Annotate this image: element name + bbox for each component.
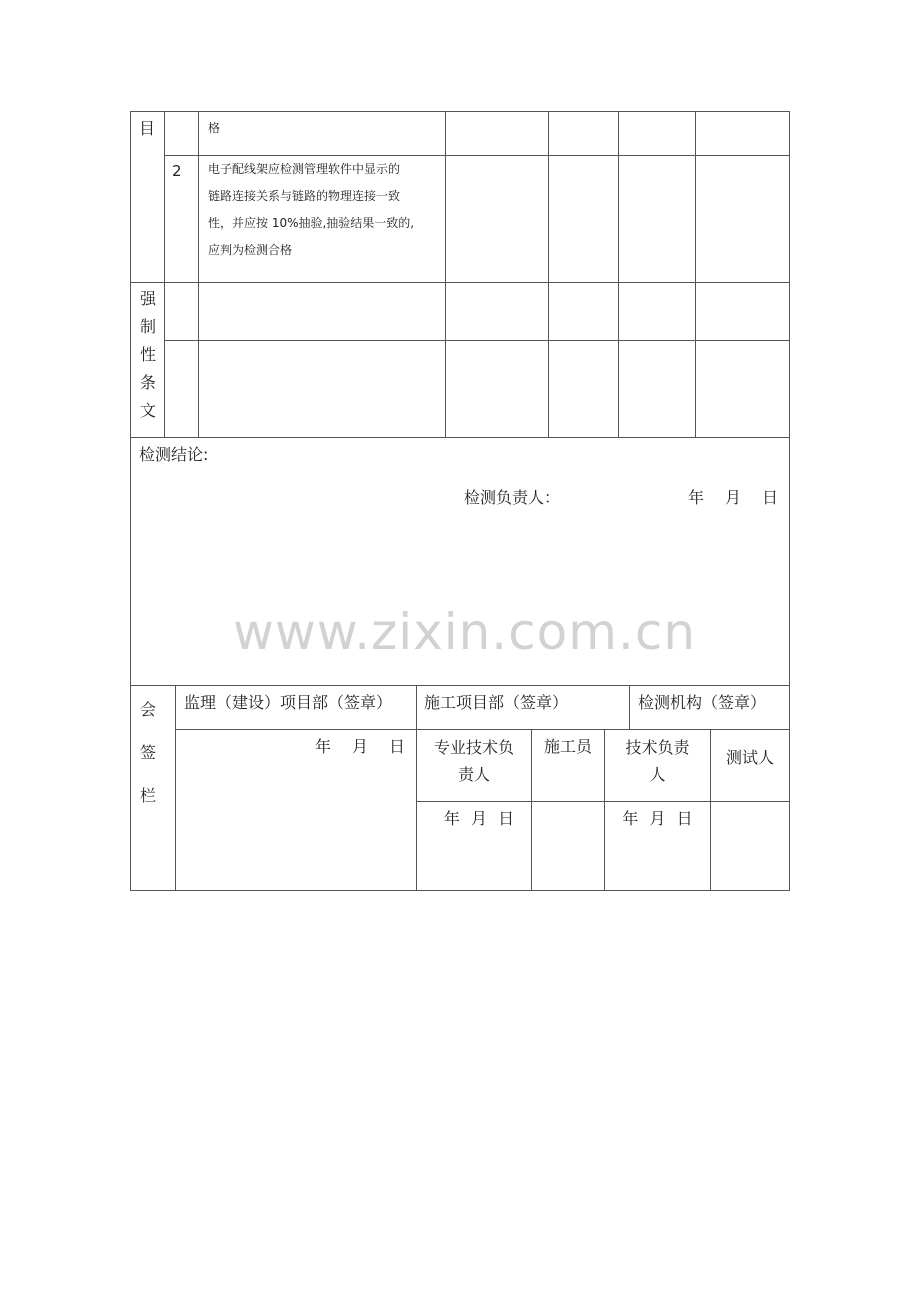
conclusion-label: 检测结论: xyxy=(139,445,209,464)
grid-line xyxy=(130,437,790,438)
grid-line xyxy=(130,111,790,112)
tech-lead-line: 专业技术负 xyxy=(433,738,514,757)
grid-line xyxy=(130,890,790,891)
row2-text-line: 链路连接关系与链路的物理连接一致 xyxy=(208,189,401,203)
grid-line xyxy=(618,111,619,437)
testing-org-header: 检测机构（签章） xyxy=(638,693,767,712)
row2-text-line: 性，并应按 10%抽验,抽验结果一致的, xyxy=(208,216,415,230)
mandatory-label-char: 文 xyxy=(139,401,156,420)
grid-line xyxy=(175,685,176,890)
tech-person-line: 人 xyxy=(649,765,666,784)
row1-text: 格 xyxy=(208,121,221,135)
grid-line xyxy=(164,111,165,437)
grid-line xyxy=(130,111,131,891)
row2-text xyxy=(208,156,414,264)
mandatory-label-char: 强 xyxy=(139,289,156,308)
conclusion-date-year: 年 xyxy=(688,488,705,507)
supervision-date-day: 日 xyxy=(389,737,406,756)
supervision-header: 监理（建设）项目部（签章） xyxy=(184,693,393,712)
grid-line xyxy=(416,801,790,802)
tech-lead-line: 责人 xyxy=(457,765,490,784)
grid-line xyxy=(445,111,446,437)
mandatory-label xyxy=(137,285,159,425)
row2-number: 2 xyxy=(172,162,182,180)
signoff-label-char: 签 xyxy=(139,743,156,762)
date-left: 年 月 日 xyxy=(443,809,515,828)
grid-line xyxy=(164,340,790,341)
grid-line xyxy=(130,282,790,283)
conclusion-date-month: 月 xyxy=(725,488,742,507)
mandatory-label-char: 条 xyxy=(139,373,156,392)
grid-line xyxy=(629,685,630,729)
row2-text-line: 应判为检测合格 xyxy=(208,243,293,257)
grid-line xyxy=(198,111,199,437)
responsible-label: 检测负责人： xyxy=(464,488,561,507)
construction-header: 施工项目部（签章） xyxy=(424,693,569,712)
section-label-tail: 目 xyxy=(139,119,156,138)
supervision-date-month: 月 xyxy=(352,737,369,756)
mandatory-label-char: 性 xyxy=(139,345,156,364)
row2-text-line: 电子配线架应检测管理软件中显示的 xyxy=(208,162,401,176)
tech-lead-label xyxy=(417,734,531,788)
constructor-label: 施工员 xyxy=(543,737,592,756)
supervision-date-year: 年 xyxy=(315,737,332,756)
grid-line xyxy=(548,111,549,437)
watermark: www.zixin.com.cn xyxy=(233,603,697,661)
tech-person-line: 技术负责 xyxy=(625,738,690,757)
signoff-label-char: 栏 xyxy=(139,786,156,805)
grid-line xyxy=(175,729,790,730)
tech-person-label xyxy=(605,734,710,788)
date-right: 年 月 日 xyxy=(622,809,693,828)
tester-label: 测试人 xyxy=(725,748,774,767)
signoff-label-char: 会 xyxy=(139,700,156,719)
grid-line xyxy=(130,685,790,686)
signoff-label xyxy=(137,688,159,817)
grid-line xyxy=(695,111,696,437)
grid-line xyxy=(789,111,790,891)
conclusion-date-day: 日 xyxy=(762,488,779,507)
mandatory-label-char: 制 xyxy=(139,317,156,336)
